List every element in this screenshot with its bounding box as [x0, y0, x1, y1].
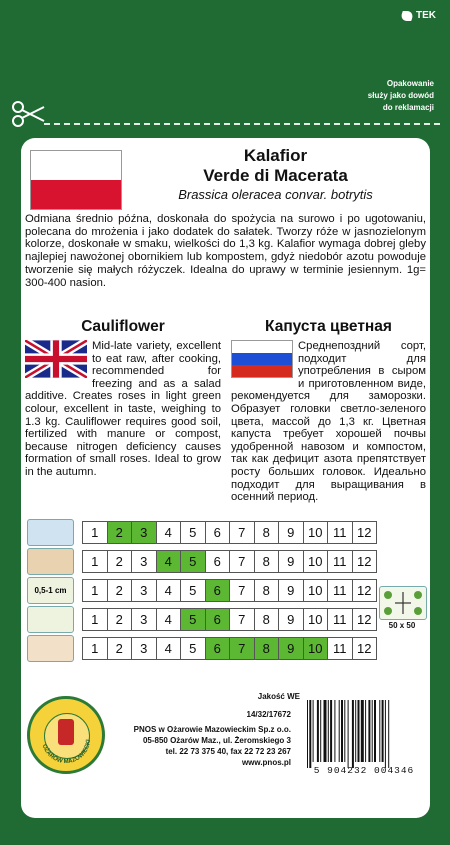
month-cell: 1 [83, 638, 108, 659]
month-cell: 11 [328, 638, 353, 659]
month-cell: 6 [206, 609, 231, 630]
month-cell: 4 [157, 609, 182, 630]
leaf-icon [399, 11, 415, 21]
month-cell: 3 [132, 551, 157, 572]
month-cell: 6 [206, 580, 231, 601]
barcode-bar [317, 700, 319, 762]
barcode-bar [330, 700, 332, 762]
russian-section [231, 318, 426, 504]
batch-number: 14/32/17672 [246, 710, 291, 719]
barcode-bar [334, 700, 335, 762]
month-cell: 12 [357, 612, 372, 627]
month-cell: 10 [304, 609, 329, 630]
barcode-bar [307, 700, 308, 768]
brand-name: TEK [416, 10, 436, 21]
calendar-row-sowing-depth [27, 579, 377, 602]
envelope-note-line: służy jako dowód [367, 91, 434, 100]
calendar-row-planting-out [27, 608, 377, 631]
barcode-bar [358, 700, 360, 762]
russian-flag [231, 340, 293, 378]
envelope-note [368, 78, 434, 114]
calendar-row-greenhouse-sowing [27, 521, 377, 544]
polish-flag [30, 150, 122, 210]
month-cell: 9 [279, 551, 304, 572]
seed-packet-card [21, 138, 430, 818]
month-cell: 6 [206, 638, 231, 659]
seedbed-icon [27, 548, 74, 575]
variety-name: Verde di Macerata [203, 166, 348, 185]
month-cell: 2 [108, 638, 133, 659]
barcode-number: 5 904232 004346 [313, 765, 415, 776]
month-cell: 10 [304, 551, 329, 572]
month-cell: 12 [357, 641, 372, 656]
month-cell: 8 [255, 551, 280, 572]
month-cell: 8 [255, 638, 280, 659]
month-cell: 9 [279, 580, 304, 601]
month-cell: 5 [181, 522, 206, 543]
barcode-bar [379, 700, 380, 762]
month-cell: 8 [255, 522, 280, 543]
barcode-bar [348, 700, 349, 768]
month-cell: 10 [304, 522, 329, 543]
product-title [131, 146, 420, 204]
seal-text: OŻARÓW MAZOWIECKI [40, 739, 93, 766]
greenhouse-icon [27, 519, 74, 546]
barcode-bar [388, 700, 389, 768]
month-cell: 12 [357, 554, 372, 569]
harvest-icon [27, 635, 74, 662]
barcode-bar [355, 700, 356, 762]
barcode-bar [385, 700, 386, 768]
month-cell: 5 [181, 609, 206, 630]
english-description: Mid-late variety, excellent to eat raw, after cooking, recommended for freezing and as a salad additive. Creates roses in light green colour, excellent in taste, weighing to 1.3 kg. Cauliflower requires good soil, fertilized with manure or compost, because nitrogen deficiency causes formation of small roses. Ideal to grow in the autumn. [25, 340, 221, 478]
envelope-note-line: Opakowanie [386, 79, 434, 88]
month-cell: 12 [357, 583, 372, 598]
month-cell: 3 [132, 580, 157, 601]
month-cell: 6 [206, 551, 231, 572]
producer-line: tel. 22 73 375 40, fax 22 72 23 267 [165, 747, 291, 756]
depth-icon [27, 577, 74, 604]
month-cell: 11 [328, 580, 353, 601]
latin-name: Brassica oleracea convar. botrytis [178, 187, 373, 202]
barcode-bar [339, 700, 340, 762]
barcode-bar [320, 700, 321, 762]
calendar-row-harvest [27, 637, 377, 660]
barcode [303, 694, 425, 774]
barcode-bar [361, 700, 364, 762]
barcode-bar [365, 700, 366, 762]
month-cell: 4 [157, 551, 182, 572]
month-cell: 10 [304, 580, 329, 601]
month-cell: 7 [230, 551, 255, 572]
month-cell: 6 [206, 522, 231, 543]
month-cell: 9 [279, 609, 304, 630]
month-cell: 10 [304, 638, 329, 659]
cut-line [44, 123, 440, 125]
barcode-bar [382, 700, 384, 762]
month-cell: 3 [132, 609, 157, 630]
barcode-bar [313, 700, 314, 762]
month-cell: 11 [328, 522, 353, 543]
spacing-icon [379, 586, 427, 620]
barcode-bar [344, 700, 345, 762]
month-cell: 2 [108, 580, 133, 601]
producer-info [21, 724, 291, 768]
month-cell: 8 [255, 609, 280, 630]
month-cell: 2 [108, 522, 133, 543]
month-cell: 4 [157, 638, 182, 659]
month-cell: 7 [230, 580, 255, 601]
barcode-bar [374, 700, 376, 762]
barcode-bar [372, 700, 373, 762]
barcode-bar [324, 700, 327, 762]
russian-description: Среднепоздний сорт, подходит для употребления в сыром и приготовленном виде, рекомендуется для заморозки. Образует головки светло-зеленого цвета, массой до 1,3 кг. Цветная капуста требует хорошей почвы удобренной навозом и компостом, так как дефицит азота препятствует росту больших головок. Идеально подходит для выращивания в осенний период. [231, 340, 426, 504]
month-cell: 3 [132, 522, 157, 543]
month-cell: 2 [108, 609, 133, 630]
spacing-label: 50 x 50 [388, 621, 416, 630]
month-cell: 5 [181, 638, 206, 659]
month-cell: 9 [279, 638, 304, 659]
month-cell: 11 [328, 609, 353, 630]
website: www.pnos.pl [241, 758, 291, 767]
russian-title: Капуста цветная [265, 318, 392, 335]
month-cell: 4 [157, 522, 182, 543]
envelope-note-line: do reklamacji [382, 103, 434, 112]
month-cell: 1 [83, 522, 108, 543]
month-cell: 1 [83, 580, 108, 601]
quality-label: Jakość WE [257, 692, 300, 701]
barcode-bar [368, 700, 370, 762]
month-cell: 8 [255, 580, 280, 601]
month-cell: 7 [230, 522, 255, 543]
english-section [25, 318, 221, 479]
product-name: Kalafior [243, 146, 308, 165]
uk-flag [25, 340, 87, 378]
description-polish: Odmiana średnio późna, doskonała do spożycia na surowo i po ugotowaniu, polecana do mrożenia i jako dodatek do sałatek. Tworzy róże w jasnozielonym kolorze, doskonałe w smaku, wielkości do 1,3 kg. Kalafior wymaga dobrej gleby najlepiej nawożonej obornikiem lub kompostem, gdyż niedobór azotu powoduje tworzenie się małych różyczek. Idealna do uprawy w terminie jesiennym. 1g= 300-400 nasion. [25, 213, 426, 289]
month-cell: 9 [279, 522, 304, 543]
barcode-bar [341, 700, 343, 762]
scissors-icon [10, 95, 46, 131]
calendar-row-seedbed-sowing [27, 550, 377, 573]
planting-icon [27, 606, 74, 633]
month-cell: 12 [357, 525, 372, 540]
month-cell: 3 [132, 638, 157, 659]
month-cell: 5 [181, 580, 206, 601]
sowing-depth-label: 0,5-1 cm [34, 586, 67, 595]
producer-line: PNOS w Ożarowie Mazowieckim Sp.z o.o. [133, 725, 291, 734]
producer-line: 05-850 Ożarów Maz., ul. Żeromskiego 3 [142, 736, 291, 745]
month-cell: 1 [83, 551, 108, 572]
month-cell: 4 [157, 580, 182, 601]
brand-logo [401, 10, 436, 21]
barcode-bar [352, 700, 354, 768]
sowing-calendar [27, 521, 377, 666]
barcode-bar [309, 700, 311, 768]
barcode-bar [328, 700, 329, 762]
month-cell: 7 [230, 609, 255, 630]
month-cell: 7 [230, 638, 255, 659]
month-cell: 5 [181, 551, 206, 572]
month-cell: 2 [108, 551, 133, 572]
month-cell: 1 [83, 609, 108, 630]
month-cell: 11 [328, 551, 353, 572]
english-title: Cauliflower [81, 318, 165, 335]
